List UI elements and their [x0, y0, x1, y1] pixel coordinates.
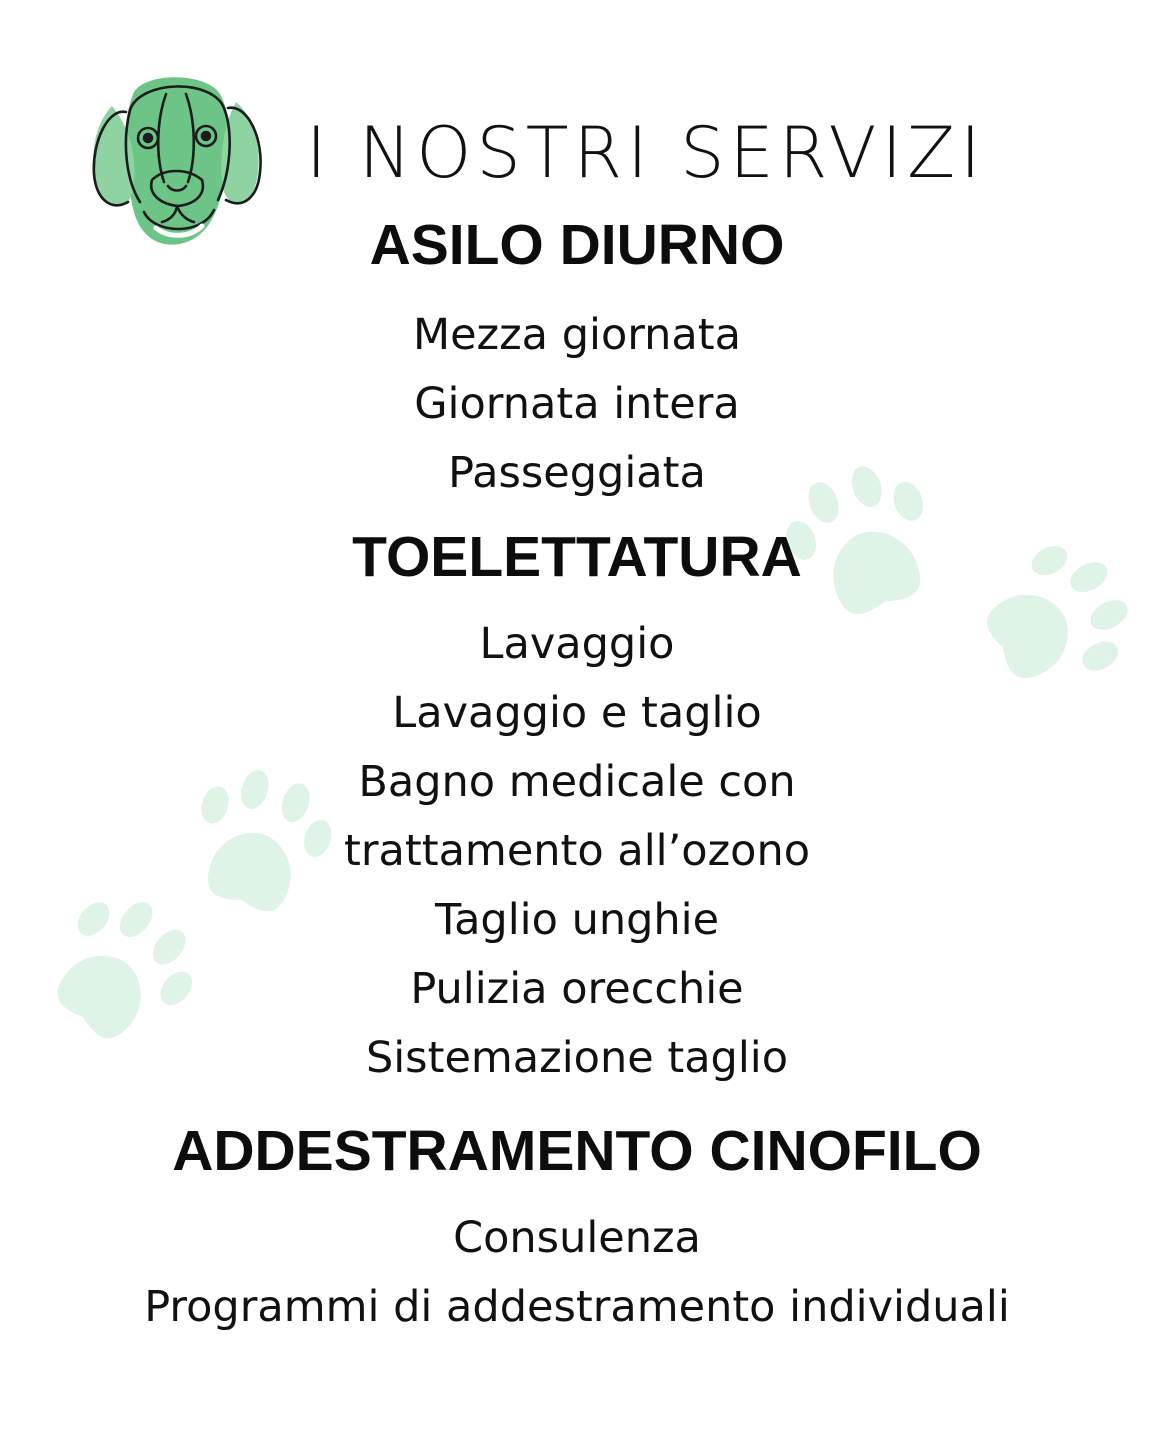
section-heading-asilo-diurno: ASILO DIURNO — [369, 213, 785, 277]
service-item: Taglio unghie — [434, 895, 720, 945]
service-item: Sistemazione taglio — [365, 1033, 789, 1083]
service-item: Giornata intera — [414, 379, 740, 429]
page-title: I NOSTRI SERVIZI — [306, 112, 986, 194]
section-heading-addestramento-cinofilo: ADDESTRAMENTO CINOFILO — [172, 1119, 982, 1183]
service-item: Mezza giornata — [412, 310, 741, 360]
service-item: Programmi di addestramento individuali — [144, 1282, 1010, 1332]
service-item: Passeggiata — [448, 448, 706, 498]
service-item: Bagno medicale con — [358, 757, 796, 807]
service-item: trattamento all’ozono — [343, 826, 811, 876]
service-item: Pulizia orecchie — [410, 964, 744, 1014]
service-item: Consulenza — [453, 1213, 701, 1263]
service-item: Lavaggio e taglio — [392, 688, 762, 738]
service-item: Lavaggio — [479, 619, 675, 669]
section-heading-toelettatura: TOELETTATURA — [352, 525, 802, 589]
